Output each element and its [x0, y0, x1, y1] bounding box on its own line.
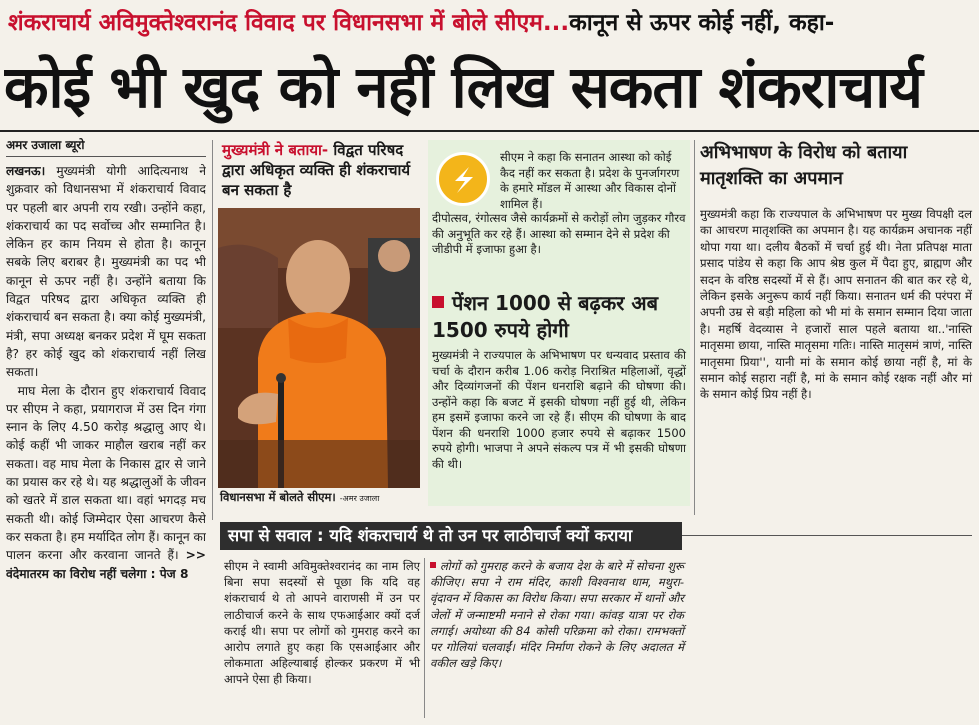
speaker-illustration [218, 208, 420, 488]
jump-line: >> वंदेमातरम का विरोध नहीं चलेगा : पेज 8 [6, 548, 206, 581]
greenbox-para-2: दीपोत्सव, रंगोत्सव जैसे कार्यक्रमों से करोड़ों लोग जुड़कर गौरव की अनुभूति कर रहे हैं। आस्था को सम्मान देने से प्रदेश की जीडीपी में इजाफा हुआ है। [432, 211, 686, 256]
photo-credit: -अमर उजाला [339, 494, 380, 503]
column-divider [694, 140, 695, 515]
pension-article: मुख्यमंत्री ने राज्यपाल के अभिभाषण पर धन्यवाद प्रस्ताव की चर्चा के दौरान करीब 1.06 करोड़ निराश्रित महिलाओं, वृद्धों और दिव्यांगजनों की पेंशन धनराशि बढ़ाने की घोषणा की। उन्होंने कहा कि बजट में इसकी घोषणा नहीं हुई थी, लेकिन हम इसमें इजाफा करने जा रहे हैं। सीएम की घोषणा के बाद पेंशन की धनराशि 1000 हजार रुपये से बढ़ाकर 1500 रुपये होगी। भाजपा ने अपने संकल्प पत्र में भी इसकी घोषणा की थी। [432, 348, 686, 471]
band-rule [682, 535, 972, 536]
photo-headline [222, 140, 418, 200]
right-article: मुख्यमंत्री कहा कि राज्यपाल के अभिभाषण पर मुख्य विपक्षी दल का आचरण मातृशक्ति का अपमान है। यह कार्यक्रम अचानक नहीं थोपा गया था। दलीय बैठकों में चर्चा हुई थी। नेता प्रतिपक्ष माता प्रसाद पांडेय से कहा कि आप श्रेष्ठ कुल में पैदा हुए, ब्राह्मण और सदन के वरिष्ठ सदस्यों में से हैं। आप सनातन की बात कर रहे थे, लेकिन इसके अनुरूप कार्य नहीं किया। सनातन धर्म की परंपरा में अपनी उम्र से बड़ी महिला को भी मां के समान सम्मान दिया जाता है। महर्षि वेदव्यास ने हजारों साल पहले बताया था..'नास्ति मातृसमा छाया, नास्ति मातृसमा गतिः। नास्ति मातृसमं त्राणं, नास्ति मातृसमा प्रिया'', यानी मां के समान कोई छाया नहीं है, मां के समान कोई सहारा नहीं है, मां के समान कोई रक्षक नहीं और मां के समान कोई प्रिय नहीं है। [700, 207, 972, 402]
bureau-credit: अमर उजाला ब्यूरो [6, 138, 85, 152]
column-divider [212, 140, 213, 520]
photo-head-black: विद्वत परिषद द्वारा अधिकृत व्यक्ति ही शंकराचार्य बन सकता है [222, 141, 411, 199]
kicker-line [8, 4, 973, 42]
kicker-red: शंकराचार्य अविमुक्तेश्वरानंद विवाद पर विधानसभा में बोले सीएम... [8, 10, 570, 36]
bottom-article-2: लोगों को गुमराह करने के बजाय देश के बारे में सोचना शुरू कीजिए। सपा ने राम मंदिर, काशी विश्वनाथ धाम, मथुरा-वृंदावन में विकास का विरोध किया। सपा सरकार में थानों और जेलों में जन्माष्टमी मनाने से रोका गया। कांवड़ यात्रा पर रोक लगाई। अयोध्या की 84 कोसी परिक्रमा को रोका। रामभक्तों पर गोलियां चलवाईं। मंदिर निर्माण रोकने के लिए अदालत में वकील खड़े किए। [430, 559, 684, 671]
sanatan-logo-icon [436, 152, 490, 206]
lead-para-1: लखनऊ। मुख्यमंत्री योगी आदित्यनाथ ने शुक्रवार को विधानसभा में शंकराचार्य विवाद पर पहली बार अपनी राय रखी। उन्होंने कहा, शंकराचार्य का पद सर्वोच्च और सम्मानित है। लेकिन हर काम नियम से होता है। कानून सबके लिए बराबर है। मुख्यमंत्री का पद भी कानून से ऊपर नहीं है। उन्होंने बताया कि विद्वत परिषद द्वारा अधिकृत व्यक्ति ही शंकराचार्य बन सकता है। क्या कोई मुख्यमंत्री, मंत्री, सपा अध्यक्ष बनकर प्रदेश में घूम सकता है? हर कोई खुद को शंकराचार्य नहीं लिख सकता। [6, 164, 206, 380]
photo-caption: विधानसभा में बोलते सीएम। -अमर उजाला [220, 490, 380, 504]
lead-para-2: माघ मेला के दौरान हुए शंकराचार्य विवाद पर सीएम ने कहा, प्रयागराज में उस दिन गंगा स्नान के लिए 4.50 करोड़ श्रद्धालु आए थे। कोई कहीं भी जाकर माहौल खराब नहीं कर सकता। वह माघ मेला के निकास द्वार से जाने का प्रयास कर रहे थे। यह श्रद्धालुओं के जीवन को खतरे में डाल सकता था। वहां भगदड़ मच सकती थी। कोई जिम्मेदार ऐसा आचरण कैसे कर सकता है। हम मर्यादित लोग हैं। कानून का पालन करना और करवाना जानते हैं। >> वंदेमातरम का विरोध नहीं चलेगा : पेज 8 [6, 383, 206, 581]
red-square-bullet [432, 296, 444, 308]
cm-photo [218, 208, 420, 488]
main-headline: कोई भी खुद को नहीं लिख सकता शंकराचार्य [4, 53, 922, 121]
bottom-article-1: सीएम ने स्वामी अविमुक्तेश्वरानंद का नाम लिए बिना सपा सदस्यों से पूछा कि यदि वह शंकराचार्य थे तो आपने वाराणसी में उन पर लाठीचार्ज करने के साथ एफआईआर क्यों दर्ज कराई थी। सपा पर लोगों को गुमराह करने का आरोप लगाते हुए कहा कि एसआईआर और लोकमाता अहिल्याबाई होल्कर प्रकरण में भी आपने ऐसा ही किया। [224, 559, 420, 687]
column-divider [424, 558, 425, 718]
photo-head-red: मुख्यमंत्री ने बताया- [222, 141, 329, 159]
sp-question-band: सपा से सवाल : यदि शंकराचार्य थे तो उन पर लाठीचार्ज क्यों कराया [220, 522, 682, 550]
s-emblem-icon [439, 155, 487, 203]
kicker-black: कानून से ऊपर कोई नहीं, कहा- [569, 10, 835, 36]
bureau-rule [6, 156, 206, 157]
red-bullet [430, 562, 436, 568]
right-headline: अभिभाषण के विरोध को बताया मातृशक्ति का अपमान [700, 142, 908, 189]
dateline: लखनऊ। [6, 164, 46, 178]
pension-headline: पेंशन 1000 से बढ़कर अब 1500 रुपये होगी [432, 291, 659, 342]
headline-rule [0, 130, 979, 132]
greenbox-para-1: सीएम ने कहा कि सनातन आस्था को कोई कैद नहीं कर सकता है। प्रदेश के पुनर्जागरण के हमारे मॉडल में आस्था और विकास दोनों शामिल हैं। [500, 150, 680, 211]
lead-article [6, 162, 206, 722]
